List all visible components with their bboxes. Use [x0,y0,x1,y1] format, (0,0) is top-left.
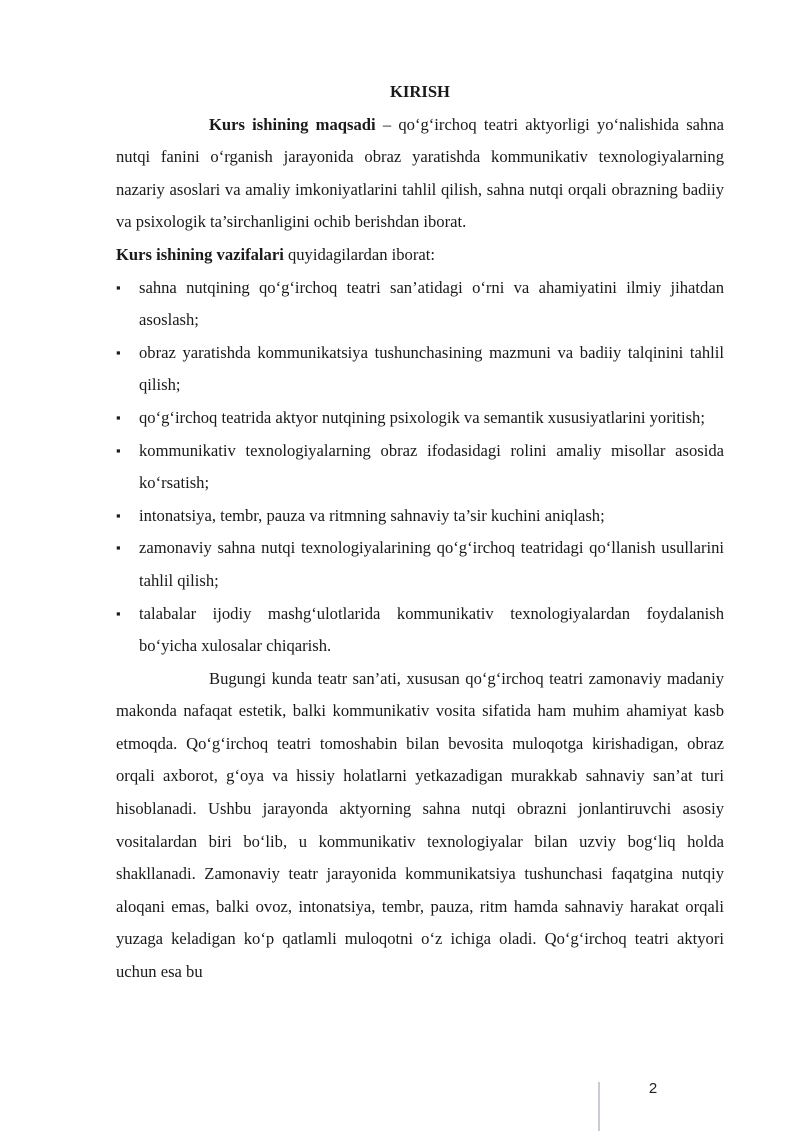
list-item-text: qo‘g‘irchoq teatrida aktyor nutqining psixologik va semantik xususiyatlarini yoritish; [139,407,705,427]
list-item-text: kommunikativ texnologiyalarning obraz ifodasidagi rolini amaliy misollar asosida ko‘rsatish; [139,440,724,493]
body-paragraph: Bugungi kunda teatr san’ati, xususan qo‘g‘irchoq teatri zamonaviy madaniy makonda nafaqat estetik, balki kommunikativ vosita sifatida ham muhim ahamiyat kasb etmoqda. Qo‘g‘irchoq teatri tomoshabin bilan bevosita muloqotga kirishadigan, obraz orqali axborot, g‘oya va hissiy holatlarni yetkazadigan murakkab sahnaviy san’at turi hisoblanadi. Ushbu jarayonda aktyorning sahna nutqi obrazni jonlantiruvchi asosiy vositalardan biri bo‘lib, u kommunikativ texnologiyalar bilan uzviy bog‘liq holda shakllanadi. Zamonaviy teatr jarayonida kommunikatsiya tushunchasi faqatgina nutqiy aloqani emas, balki ovoz, intonatsiya, tembr, pauza, ritm hamda sahnaviy harakat orqali yuzaga keladigan ko‘p qatlamli muloqotni o‘z ichiga oladi. Qo‘g‘irchoq teatri aktyori uchun esa bu [116,668,724,982]
list-item [116,500,724,533]
list-item [116,532,724,597]
list-item [116,435,724,500]
bullet-icon: ▪ [116,442,121,458]
bullet-icon: ▪ [116,507,121,523]
tasks-list [116,272,724,663]
list-item-text: obraz yaratishda kommunikatsiya tushunchasining mazmuni va badiiy talqinini tahlil qilish; [139,342,724,395]
tasks-label: Kurs ishining vazifalari [116,244,284,264]
purpose-paragraph [116,109,724,239]
purpose-text: – qo‘g‘irchoq teatri aktyorligi yo‘nalishida sahna nutqi fanini o‘rganish jarayonida obraz yaratishda kommunikativ texnologiyalarning nazariy asoslari va amaliy imkoniyatlarini tahlil qilish, sahna nutqi orqali obrazning badiiy va psixologik ta’sirchanligini ochib berishdan iborat. [116,114,724,232]
list-item-text: zamonaviy sahna nutqi texnologiyalarining qo‘g‘irchoq teatridagi qo‘llanish usullarini tahlil qilish; [139,538,724,590]
list-item [116,598,724,663]
list-item [116,402,724,435]
bullet-icon: ▪ [116,279,121,295]
purpose-label: Kurs ishining maqsadi [209,114,376,134]
bullet-icon: ▪ [116,540,121,556]
document-body [116,76,724,989]
bullet-icon: ▪ [116,605,121,621]
bullet-icon: ▪ [116,344,121,360]
tasks-intro: quyidagilardan iborat: [283,244,435,264]
list-item [116,272,724,337]
page-title: KIRISH [390,82,450,101]
list-item-text: intonatsiya, tembr, pauza va ritmning sahnaviy ta’sir kuchini aniqlash; [139,505,605,525]
page-number: 2 [648,1080,658,1097]
list-item [116,337,724,402]
bullet-icon: ▪ [116,409,121,425]
list-item-text: sahna nutqining qo‘g‘irchoq teatri san’atidagi o‘rni va ahamiyatini ilmiy jihatdan asoslash; [139,277,724,330]
list-item-text: talabalar ijodiy mashg‘ulotlarida kommunikativ texnologiyalardan foydalanish bo‘yicha xulosalar chiqarish. [139,603,724,656]
tasks-heading [116,239,724,272]
page-margin-line [598,1082,600,1131]
